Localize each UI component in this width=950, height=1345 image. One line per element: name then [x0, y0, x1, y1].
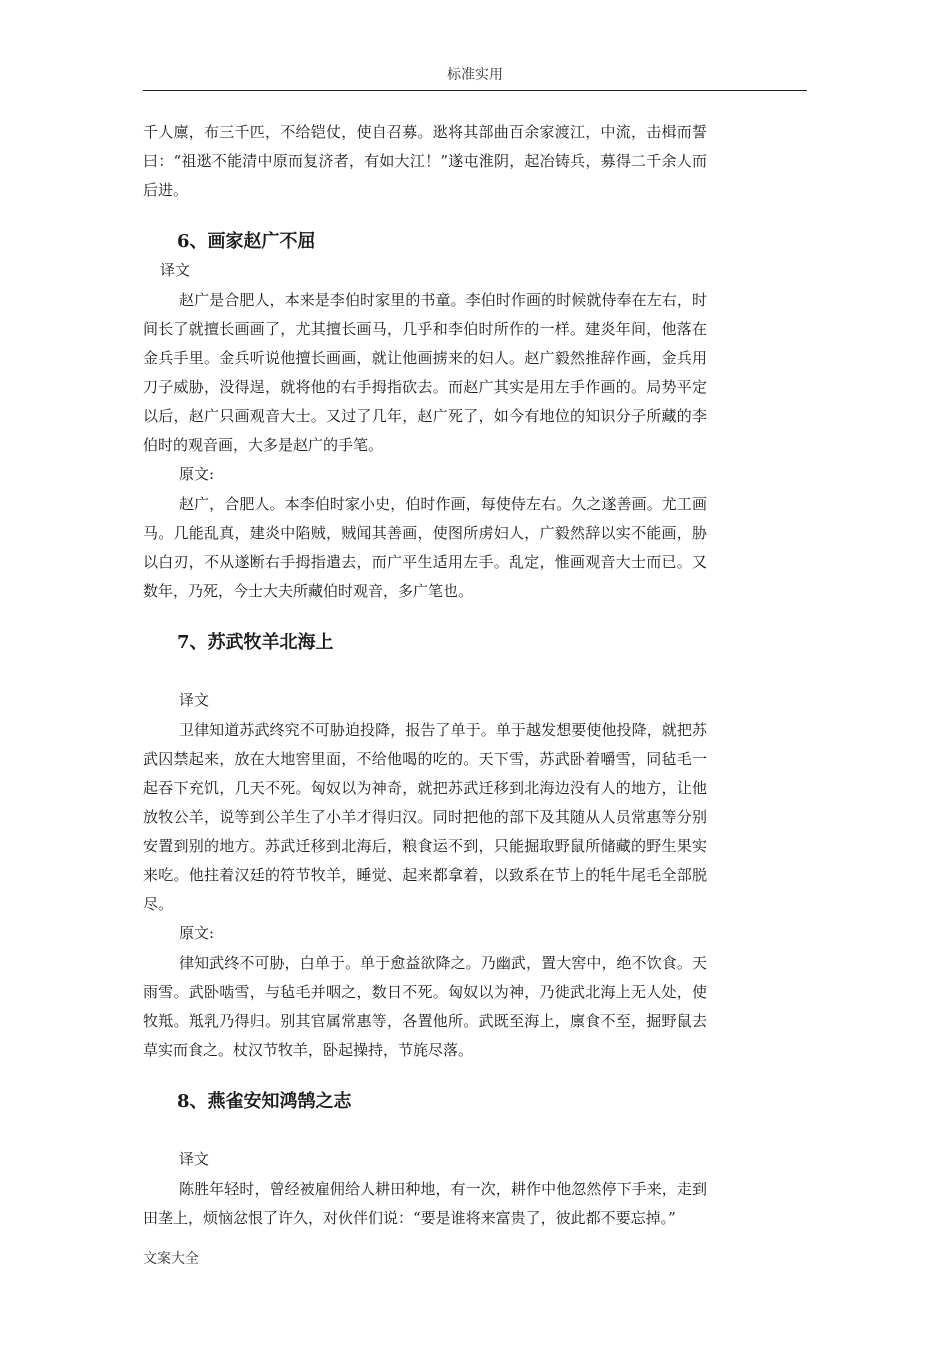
section-8-translation-label: 译文 — [179, 1150, 210, 1168]
page-header-title: 标准实用 — [447, 67, 503, 83]
intro-paragraph: 千人廪，布三千匹，不给铠仗，使自召募。逖将其部曲百余家渡江，中流，击楫而誓曰：“祖逖不能清中原而复济者，有如大江！”遂屯淮阴，起冶铸兵，募得二千余人而后进。 — [143, 123, 707, 199]
section-6-translation-label: 译文 — [160, 261, 191, 279]
section-7-translation-label: 译文 — [179, 691, 210, 709]
header-divider — [143, 90, 807, 91]
section-7-original: 律知武终不可胁，白单于。单于愈益欲降之。乃幽武，置大窖中，绝不饮食。天雨雪。武卧啮雪，与毡毛并咽之，数日不死。匈奴以为神，乃徙武北海上无人处，使牧羝。羝乳乃得归。别其官属常惠等，各置他所。武既至海上，廪食不至，掘野鼠去草实而食之。杖汉节牧羊，卧起操持，节旄尽落。 — [143, 954, 707, 1059]
page-footer-text: 文案大全 — [143, 1251, 199, 1267]
section-7-translation: 卫律知道苏武终究不可胁迫投降，报告了单于。单于越发想要使他投降，就把苏武囚禁起来，放在大地窖里面，不给他喝的吃的。天下雪，苏武卧着嚼雪，同毡毛一起吞下充饥，几天不死。匈奴以为神奇，就把苏武迁移到北海边没有人的地方，让他放牧公羊，说等到公羊生了小羊才得归汉。同时把他的部下及其随从人员常惠等分别安置到别的地方。苏武迁移到北海后，粮食运不到，只能掘取野鼠所储藏的野生果实来吃。他拄着汉廷的符节牧羊，睡觉、起来都拿着，以致系在节上的牦牛尾毛全部脱尽。 — [143, 721, 707, 913]
section-7-original-label: 原文: — [179, 924, 215, 942]
section-6-original: 赵广，合肥人。本李伯时家小史，伯时作画，每使侍左右。久之遂善画。尤工画马。几能乱真，建炎中陷贼，贼闻其善画，使图所虏妇人，广毅然辞以实不能画，胁以白刃，不从遂断右手拇指遣去，而广平生适用左手。乱定，惟画观音大士而已。又数年，乃死，今士大夫所藏伯时观音，多广笔也。 — [143, 495, 707, 600]
section-6-original-label: 原文: — [179, 465, 215, 483]
section-6-heading: 6、画家赵广不屈 — [177, 231, 316, 252]
document-body — [143, 118, 707, 1233]
section-8-heading: 8、燕雀安知鸿鹄之志 — [177, 1091, 352, 1112]
section-6-translation: 赵广是合肥人，本来是李伯时家里的书童。李伯时作画的时候就侍奉在左右，时间长了就擅长画画了，尤其擅长画马，几乎和李伯时所作的一样。建炎年间，他落在金兵手里。金兵听说他擅长画画，就让他画掳来的妇人。赵广毅然推辞作画，金兵用刀子威胁，没得逞，就将他的右手拇指砍去。而赵广其实是用左手作画的。局势平定以后，赵广只画观音大士。又过了几年，赵广死了，如今有地位的知识分子所藏的李伯时的观音画，大多是赵广的手笔。 — [143, 291, 707, 454]
section-7-heading: 7、苏武牧羊北海上 — [177, 632, 334, 653]
section-8-translation: 陈胜年轻时，曾经被雇佣给人耕田种地，有一次，耕作中他忽然停下手来，走到田垄上，烦恼忿恨了许久，对伙伴们说：“要是谁将来富贵了，彼此都不要忘掉。” — [143, 1180, 707, 1227]
